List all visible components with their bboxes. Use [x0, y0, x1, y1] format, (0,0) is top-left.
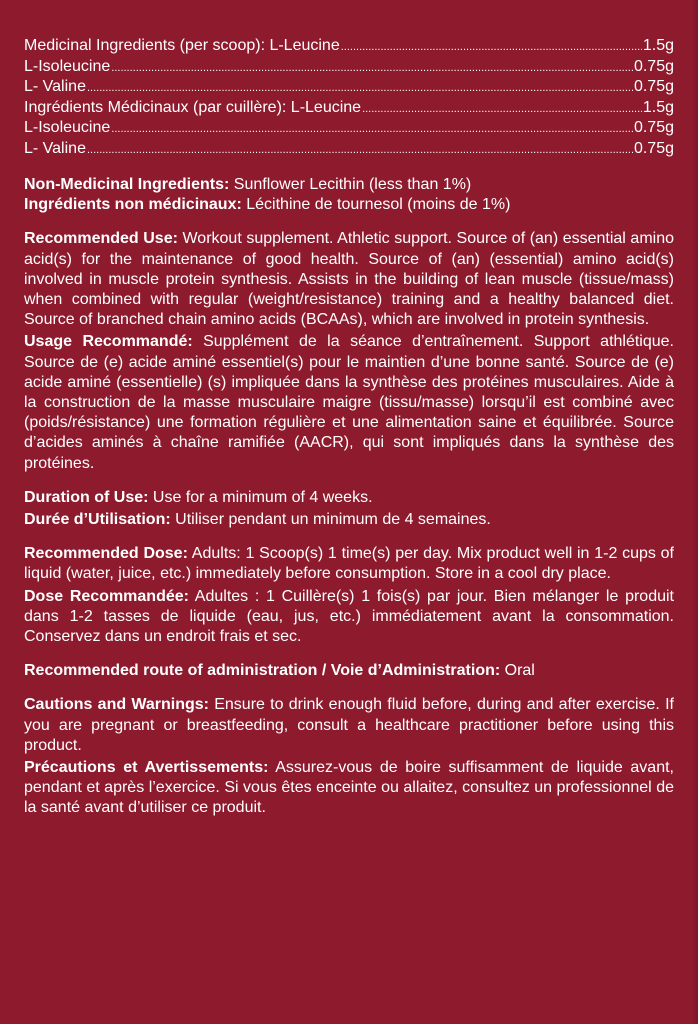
ingredient-name: L-Isoleucine: [24, 57, 111, 75]
ingredient-name: Medicinal Ingredients (per scoop): L-Leucine: [24, 37, 340, 54]
ingredient-row: [24, 57, 674, 78]
ingredient-amount: 0.75g: [633, 78, 674, 95]
recommended-use-fr-label: Usage Recommandé:: [24, 333, 193, 351]
route-of-administration: [24, 661, 674, 681]
dose-fr-label: Dose Recommandée:: [24, 587, 189, 605]
dose-en-label: Recommended Dose:: [24, 545, 188, 563]
recommended-use-fr-text: Supplément de la séance d’entraînement. Support athlétique. Source de (e) acide aminé essentiel(s) pour le maintien d’une bonne santé. Source de (e) acide aminé (essentielle) (s) impliquée dans la synthèse des protéines musculaires. Aide à la construction de la masse musculaire maigre (tissu/masse) lorsqu’il est combiné avec (poids/résistance) une formation régulière et une alimentation saine et équilibrée. Source d’acides aminés à chaîne ramifiée (AACR), qui sont impliqués dans la synthèse des protéines.: [24, 333, 674, 472]
non-medicinal-fr: [24, 195, 674, 215]
route-text: Oral: [500, 662, 535, 680]
cautions-en: [24, 695, 674, 756]
duration-fr: [24, 510, 674, 530]
recommended-use-en: [24, 229, 674, 330]
non-medicinal-fr-text: Lécithine de tournesol (moins de 1%): [241, 196, 511, 214]
cautions-fr: [24, 758, 674, 819]
non-medicinal-en-label: Non-Medicinal Ingredients:: [24, 176, 230, 193]
duration-en-text: Use for a minimum of 4 weeks.: [148, 488, 373, 506]
ingredient-row: [24, 139, 674, 160]
cautions-en-text: Ensure to drink enough fluid before, during and after exercise. If you are pregnant or breastfeeding, consult a healthcare practitioner before using this product.: [24, 696, 674, 754]
ingredient-amount: 1.5g: [642, 98, 674, 116]
dose-en: [24, 544, 674, 584]
ingredient-row: [24, 118, 674, 139]
non-medicinal-fr-label: Ingrédients non médicinaux:: [24, 196, 242, 214]
ingredient-amount: 0.75g: [633, 139, 674, 157]
ingredient-amount: 0.75g: [633, 57, 674, 75]
duration-en-label: Duration of Use:: [24, 488, 149, 506]
recommended-use-en-label: Recommended Use:: [24, 230, 178, 248]
ingredient-name: L- Valine: [24, 139, 86, 157]
label-content: [24, 36, 674, 819]
ingredient-row: [24, 98, 674, 119]
label-edge-shadow: [692, 0, 698, 1024]
duration-fr-label: Durée d’Utilisation:: [24, 511, 171, 529]
dose-fr-text: Adultes : 1 Cuillère(s) 1 fois(s) par jour. Bien mélanger le produit dans 1-2 tasses de liquide (eau, jus, etc.) immédiatement avant la consommation. Conservez dans un endroit frais et sec.: [24, 587, 675, 646]
non-medicinal-en-text: Sunflower Lecithin (less than 1%): [229, 176, 472, 193]
cautions-fr-label: Précautions et Avertissements:: [24, 759, 269, 777]
duration-en: [24, 488, 674, 508]
ingredient-amount: 0.75g: [633, 119, 674, 136]
medicinal-ingredients-list: [24, 36, 674, 159]
recommended-use-en-text: Workout supplement. Athletic support. Source of (an) essential amino acid(s) for the maintenance of good health. Source of (an) (essential) amino acid(s) involved in muscle protein synthesis. Assists in the building of lean muscle (tissue/mass) when combined with regular (weight/resistance) training and a healthy balanced diet. Source of branched chain amino acids (BCAAs), which are involved in protein synthesis.: [24, 230, 674, 329]
dot-leader: [362, 99, 642, 119]
dot-leader: [341, 37, 642, 57]
cautions-fr-text: Assurez-vous de boire suffisamment de liquide avant, pendant et après l’exercice. Si vous êtes enceinte ou allaitez, consultez un professionnel de la santé avant d’utiliser ce produit.: [24, 759, 674, 817]
dot-leader: [87, 78, 633, 98]
ingredient-amount: 1.5g: [642, 37, 674, 54]
route-label: Recommended route of administration / Voie d’Administration:: [24, 662, 501, 680]
cautions-en-label: Cautions and Warnings:: [24, 696, 209, 714]
ingredient-name: L-Isoleucine: [24, 119, 111, 136]
duration-fr-text: Utiliser pendant un minimum de 4 semaines.: [170, 511, 491, 529]
ingredient-row: [24, 36, 674, 57]
dot-leader: [111, 119, 633, 139]
dose-en-text: Adults: 1 Scoop(s) 1 time(s) per day. Mix product well in 1-2 cups of liquid (water, juice, etc.) immediately before consumption. Store in a cool dry place.: [24, 545, 675, 583]
ingredient-row: [24, 77, 674, 98]
dose-fr: [24, 587, 674, 648]
dot-leader: [87, 140, 633, 160]
non-medicinal-en: [24, 175, 674, 195]
recommended-use-fr: [24, 332, 674, 473]
ingredient-name: L- Valine: [24, 78, 86, 95]
dot-leader: [111, 58, 633, 78]
ingredient-name: Ingrédients Médicinaux (par cuillère): L-Leucine: [24, 98, 362, 116]
